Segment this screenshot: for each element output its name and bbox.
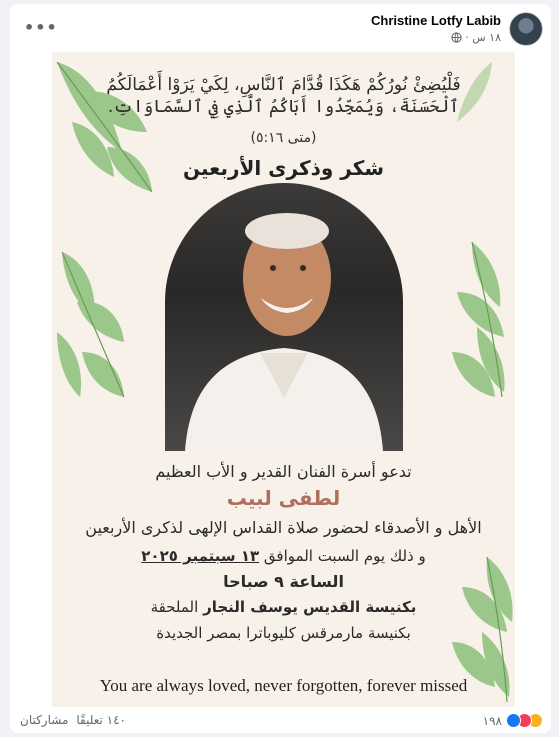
bible-verse-line-1: فَلْيُضِئْ نُورُكُمْ هَكَذَا قُدَّامَ ٱلنَّاسِ، لِكَيْ يَرَوْا أَعْمَالَكُمُ xyxy=(106,75,461,95)
reaction-icons xyxy=(510,713,543,728)
like-reaction-icon xyxy=(506,713,521,728)
shares-count[interactable]: مشاركتان xyxy=(20,713,69,727)
engagement-counts xyxy=(20,713,126,727)
avatar[interactable] xyxy=(509,12,543,46)
english-tagline: You are always loved, never forgotten, forever missed xyxy=(99,676,468,695)
church-line xyxy=(52,598,515,616)
location-line: بكنيسة مارمرقس كليوباترا بمصر الجديدة xyxy=(156,624,411,642)
globe-icon xyxy=(451,32,462,43)
honoree-name: لطفى لبيب xyxy=(226,486,341,510)
church-name: بكنيسة القديس يوسف النجار xyxy=(203,598,417,616)
reactions-summary[interactable] xyxy=(483,713,543,728)
post-image[interactable] xyxy=(52,52,515,707)
post-card xyxy=(10,4,551,733)
post-header xyxy=(10,4,551,56)
church-suffix: الملحقة xyxy=(150,598,204,616)
date-prefix: و ذلك يوم السبت الموافق xyxy=(259,547,426,565)
portrait-photo xyxy=(165,183,403,451)
post-meta xyxy=(451,31,501,44)
bible-verse-line-2: ٱلْحَسَنَةَ، وَيُمَجِّدُوا أَبَاكُمُ ٱلَّذِي فِي ٱلسَّمَاوَاتِ. xyxy=(107,97,460,117)
time-line: الساعة ٩ صباحا xyxy=(223,572,344,591)
post-footer xyxy=(10,707,551,733)
date-line xyxy=(52,547,515,565)
poster-heading: شكر وذكرى الأربعين xyxy=(183,156,384,180)
comments-count[interactable]: ١٤٠ تعليقًا xyxy=(76,713,126,727)
verse-reference: (متى ٥:١٦) xyxy=(250,130,317,146)
event-date: ١٣ سبتمبر ٢٠٢٥ xyxy=(141,547,260,565)
reactions-count[interactable]: ١٩٨ xyxy=(482,713,502,728)
invitation-line: الأهل و الأصدقاء لحضور صلاة القداس الإلهى لذكرى الأربعين xyxy=(85,518,482,537)
author-name[interactable]: Christine Lotfy Labib xyxy=(371,13,501,28)
more-options-icon[interactable]: ••• xyxy=(24,18,58,37)
post-time[interactable]: ١٨ س · xyxy=(465,31,501,44)
invite-line: تدعو أسرة الفنان القدير و الأب العظيم xyxy=(155,462,412,481)
